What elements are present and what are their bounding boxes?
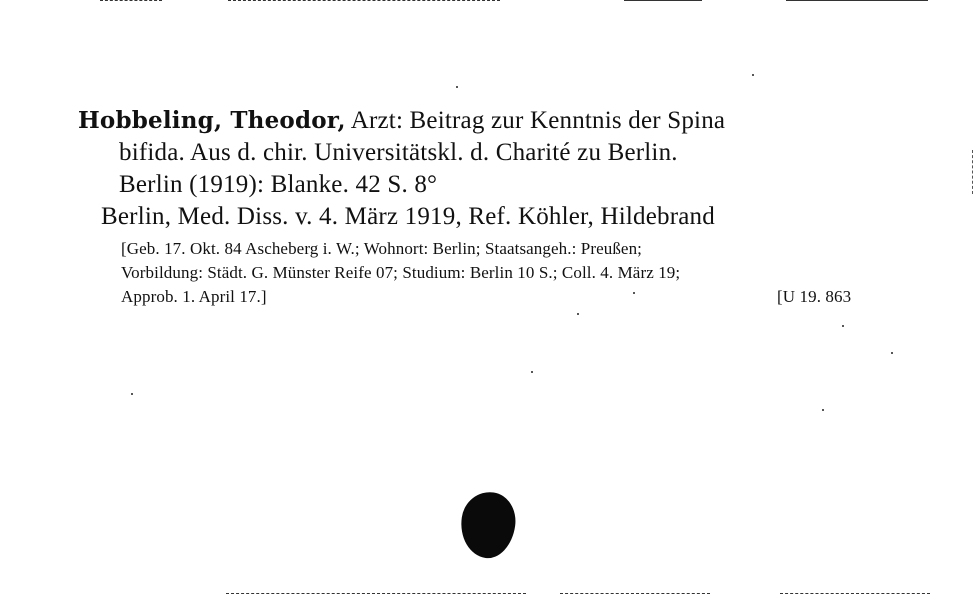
entry-line-5: [Geb. 17. Okt. 84 Ascheberg i. W.; Wohnort: Berlin; Staatsangeh.: Preußen;: [121, 239, 643, 258]
entry-line-1: [78, 108, 725, 133]
bottom-edge-line: [226, 593, 526, 594]
catalog-number: [U 19. 863: [777, 287, 852, 306]
entry-line-3: Berlin (1919): Blanke. 42 S. 8°: [119, 171, 438, 198]
speck: [842, 325, 844, 327]
speck: [456, 86, 458, 88]
title-start: Arzt: Beitrag zur Kenntnis der Spina: [350, 107, 726, 134]
top-edge-line: [228, 0, 500, 1]
speck: [577, 313, 579, 315]
bottom-edge-line: [780, 593, 930, 594]
entry-line-4: Berlin, Med. Diss. v. 4. März 1919, Ref. Köhler, Hildebrand: [101, 203, 715, 230]
top-edge-line: [624, 0, 702, 1]
speck: [822, 409, 824, 411]
entry-line-6: Vorbildung: Städt. G. Münster Reife 07; Studium: Berlin 10 S.; Coll. 4. März 19;: [121, 263, 681, 282]
entry-line-2: bifida. Aus d. chir. Universitätskl. d. Charité zu Berlin.: [119, 139, 678, 166]
speck: [531, 371, 533, 373]
punch-hole: [457, 489, 520, 562]
bottom-edge-line: [560, 593, 710, 594]
speck: [752, 74, 754, 76]
author-name: Hobbeling, Theodor,: [78, 107, 346, 134]
speck: [131, 393, 133, 395]
entry-line-7-left: Approb. 1. April 17.]: [121, 287, 267, 306]
speck: [891, 352, 893, 354]
right-edge-line: [972, 150, 973, 194]
speck: [633, 292, 635, 294]
top-edge-line: [786, 0, 928, 1]
top-edge-line: [100, 0, 162, 1]
